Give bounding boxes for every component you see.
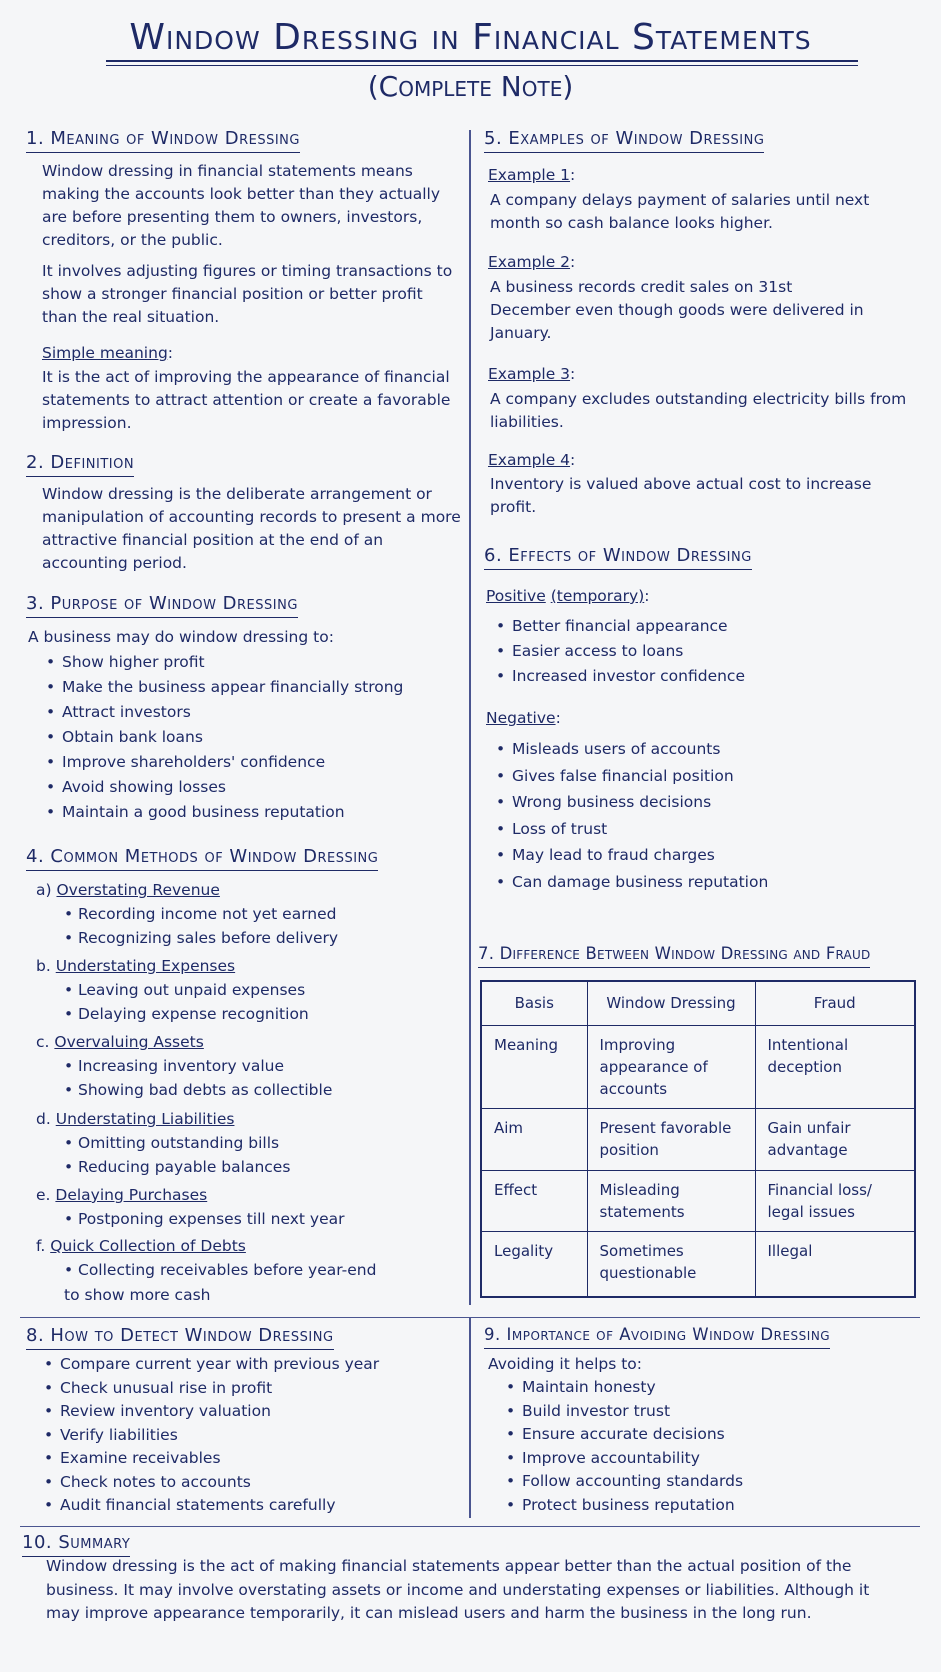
method-b-label xyxy=(36,955,235,977)
table-cell: Present favorable position xyxy=(587,1108,755,1170)
table-cell: Misleading statements xyxy=(587,1170,755,1231)
list-item: • Build investor trust xyxy=(500,1400,743,1424)
table-cell: Intentional deception xyxy=(755,1025,915,1108)
table-cell: Legality xyxy=(481,1231,587,1297)
table-header-row xyxy=(481,981,915,1025)
table-cell: Financial loss/ legal issues xyxy=(755,1170,915,1231)
list-item: • Avoid showing losses xyxy=(40,775,403,800)
method-title: Overstating Revenue xyxy=(56,881,220,899)
list-item: • Review inventory valuation xyxy=(38,1400,379,1424)
table-cell: Meaning xyxy=(481,1025,587,1108)
list-item: • May lead to fraud charges xyxy=(490,842,768,869)
section-1-paragraph-1: Window dressing in financial statements means making the accounts look better than they actually are before presenting them to owners, investors, creditors, or the public. xyxy=(42,162,441,249)
list-item: • Follow accounting standards xyxy=(500,1470,743,1494)
section-9-heading: 9. Importance of Avoiding Window Dressing xyxy=(484,1322,830,1349)
example-4-text: Inventory is valued above actual cost to increase profit. xyxy=(490,475,872,516)
method-title: Delaying Purchases xyxy=(55,1186,208,1204)
importance-intro: Avoiding it helps to: xyxy=(488,1355,642,1373)
list-item: • Maintain a good business reputation xyxy=(40,800,403,825)
column-header: Basis xyxy=(481,981,587,1025)
title-underline xyxy=(106,60,858,62)
list-item: • Loss of trust xyxy=(490,816,768,843)
method-title: Understating Liabilities xyxy=(55,1110,235,1128)
table-cell: Sometimes questionable xyxy=(587,1231,755,1297)
purpose-intro: A business may do window dressing to: xyxy=(28,628,334,646)
method-a-label xyxy=(36,879,220,901)
list-item: • Maintain honesty xyxy=(500,1376,743,1400)
method-d-label xyxy=(36,1108,234,1130)
column-divider-bottom xyxy=(469,1318,471,1518)
table-cell: Aim xyxy=(481,1108,587,1170)
list-item: • Audit financial statements carefully xyxy=(38,1494,379,1518)
method-title: Overvaluing Assets xyxy=(54,1033,204,1051)
list-item: • Check notes to accounts xyxy=(38,1471,379,1495)
positive-note-text: (temporary) xyxy=(550,587,645,605)
section-divider-1 xyxy=(20,1317,920,1318)
table-cell: Effect xyxy=(481,1170,587,1231)
section-7-heading: 7. Difference Between Window Dressing and Fraud xyxy=(478,941,870,968)
difference-table xyxy=(480,980,916,1298)
list-item: • Improve shareholders' confidence xyxy=(40,750,403,775)
method-f-label xyxy=(36,1235,246,1257)
list-item: • Leaving out unpaid expenses xyxy=(64,979,309,1003)
method-letter: c. xyxy=(36,1033,50,1051)
simple-meaning-text: Simple meaning xyxy=(42,344,168,362)
example-label-text: Example 2 xyxy=(488,253,571,271)
table-row xyxy=(481,1170,915,1231)
section-1-heading: 1. Meaning of Window Dressing xyxy=(26,126,300,153)
section-2-heading: 2. Definition xyxy=(26,450,134,477)
section-3-heading: 3. Purpose of Window Dressing xyxy=(26,591,298,618)
method-letter: b. xyxy=(36,957,51,975)
column-header: Window Dressing xyxy=(587,981,755,1025)
list-item: • Improve accountability xyxy=(500,1447,743,1471)
page-title: Window Dressing in Financial Statements xyxy=(129,17,812,58)
positive-label: Positive (temporary): xyxy=(486,587,650,605)
list-item: • Postponing expenses till next year xyxy=(64,1208,345,1232)
list-item: • Wrong business decisions xyxy=(490,789,768,816)
list-item: • Gives false financial position xyxy=(490,763,768,790)
example-1-label: Example 1: xyxy=(488,166,576,184)
example-label-text: Example 1 xyxy=(488,166,571,184)
example-1-text: A company delays payment of salaries until next month so cash balance looks higher. xyxy=(490,191,870,232)
list-item: • Increasing inventory value xyxy=(64,1055,332,1079)
example-label-text: Example 3 xyxy=(488,365,571,383)
table-row xyxy=(481,1025,915,1108)
table-cell: Illegal xyxy=(755,1231,915,1297)
list-item: • Make the business appear financially strong xyxy=(40,675,403,700)
method-f-continuation: to show more cash xyxy=(64,1286,211,1304)
method-e-list xyxy=(64,1208,345,1232)
table-row xyxy=(481,1231,915,1297)
example-2-label: Example 2: xyxy=(488,253,576,271)
list-item: • Better financial appearance xyxy=(490,614,745,639)
list-item: • Easier access to loans xyxy=(490,639,745,664)
example-3-text: A company excludes outstanding electricity bills from liabilities. xyxy=(490,390,907,431)
detection-list xyxy=(38,1353,379,1518)
list-item: • Showing bad debts as collectible xyxy=(64,1079,332,1103)
method-c-label xyxy=(36,1031,204,1053)
list-item: • Show higher profit xyxy=(40,650,403,675)
table-cell: Gain unfair advantage xyxy=(755,1108,915,1170)
column-header: Fraud xyxy=(755,981,915,1025)
simple-meaning-paragraph: It is the act of improving the appearance of financial statements to attract attention or create a favorable impression. xyxy=(42,368,451,432)
example-2-text: A business records credit sales on 31st December even though goods were delivered in January. xyxy=(490,278,864,342)
list-item: • Verify liabilities xyxy=(38,1424,379,1448)
table-row xyxy=(481,1108,915,1170)
method-b-list xyxy=(64,979,309,1026)
list-item: • Compare current year with previous year xyxy=(38,1353,379,1377)
section-10-heading: 10. Summary xyxy=(22,1530,130,1557)
positive-effects-list xyxy=(490,614,745,689)
positive-label-text: Positive xyxy=(486,587,546,605)
list-item: • Delaying expense recognition xyxy=(64,1003,309,1027)
importance-list xyxy=(500,1376,743,1517)
section-6-heading: 6. Effects of Window Dressing xyxy=(484,543,752,570)
section-4-heading: 4. Common Methods of Window Dressing xyxy=(26,844,378,871)
list-item: • Misleads users of accounts xyxy=(490,736,768,763)
list-item: • Collecting receivables before year-end xyxy=(64,1259,376,1283)
definition-paragraph: Window dressing is the deliberate arrangement or manipulation of accounting records to present a more attractive financial position at the end of an accounting period. xyxy=(42,485,461,572)
negative-label-text: Negative xyxy=(486,709,556,727)
section-5-heading: 5. Examples of Window Dressing xyxy=(484,126,764,153)
list-item: • Attract investors xyxy=(40,700,403,725)
page-subtitle: (Complete Note) xyxy=(367,70,574,103)
list-item: • Protect business reputation xyxy=(500,1494,743,1518)
list-item: • Check unusual rise in profit xyxy=(38,1377,379,1401)
table-cell: Improving appearance of accounts xyxy=(587,1025,755,1108)
column-divider-top xyxy=(469,130,471,1305)
method-a-list xyxy=(64,903,338,950)
method-e-label xyxy=(36,1184,207,1206)
purpose-list xyxy=(40,650,403,825)
list-item: • Recording income not yet earned xyxy=(64,903,338,927)
example-label-text: Example 4 xyxy=(488,451,571,469)
simple-meaning-label: Simple meaning: xyxy=(42,344,174,362)
method-title: Quick Collection of Debts xyxy=(50,1237,246,1255)
list-item: • Ensure accurate decisions xyxy=(500,1423,743,1447)
section-divider-2 xyxy=(20,1526,920,1527)
example-3-label: Example 3: xyxy=(488,365,576,383)
list-item: • Recognizing sales before delivery xyxy=(64,927,338,951)
section-1-paragraph-2: It involves adjusting figures or timing transactions to show a stronger financial position or better profit than the real situation. xyxy=(42,262,453,326)
list-item: • Reducing payable balances xyxy=(64,1156,290,1180)
list-item: • Can damage business reputation xyxy=(490,869,768,896)
method-c-list xyxy=(64,1055,332,1102)
summary-paragraph: Window dressing is the act of making financial statements appear better than the actual position of the business. It may involve overstating assets or income and understating expenses or liabilities. Although it may improve appearance temporarily, it can mislead users and harm the business in the long run. xyxy=(46,1557,870,1622)
method-letter: a) xyxy=(36,881,52,899)
method-title: Understating Expenses xyxy=(55,957,236,975)
list-item: • Increased investor confidence xyxy=(490,664,745,689)
list-item: • Obtain bank loans xyxy=(40,725,403,750)
list-item: • Omitting outstanding bills xyxy=(64,1132,290,1156)
section-8-heading: 8. How to Detect Window Dressing xyxy=(26,1323,334,1350)
list-item: • Examine receivables xyxy=(38,1447,379,1471)
negative-label: Negative: xyxy=(486,709,561,727)
example-4-label: Example 4: xyxy=(488,451,576,469)
method-letter: f. xyxy=(36,1237,46,1255)
method-letter: d. xyxy=(36,1110,51,1128)
method-letter: e. xyxy=(36,1186,51,1204)
negative-effects-list xyxy=(490,736,768,895)
method-d-list xyxy=(64,1132,290,1179)
method-f-list xyxy=(64,1259,376,1283)
